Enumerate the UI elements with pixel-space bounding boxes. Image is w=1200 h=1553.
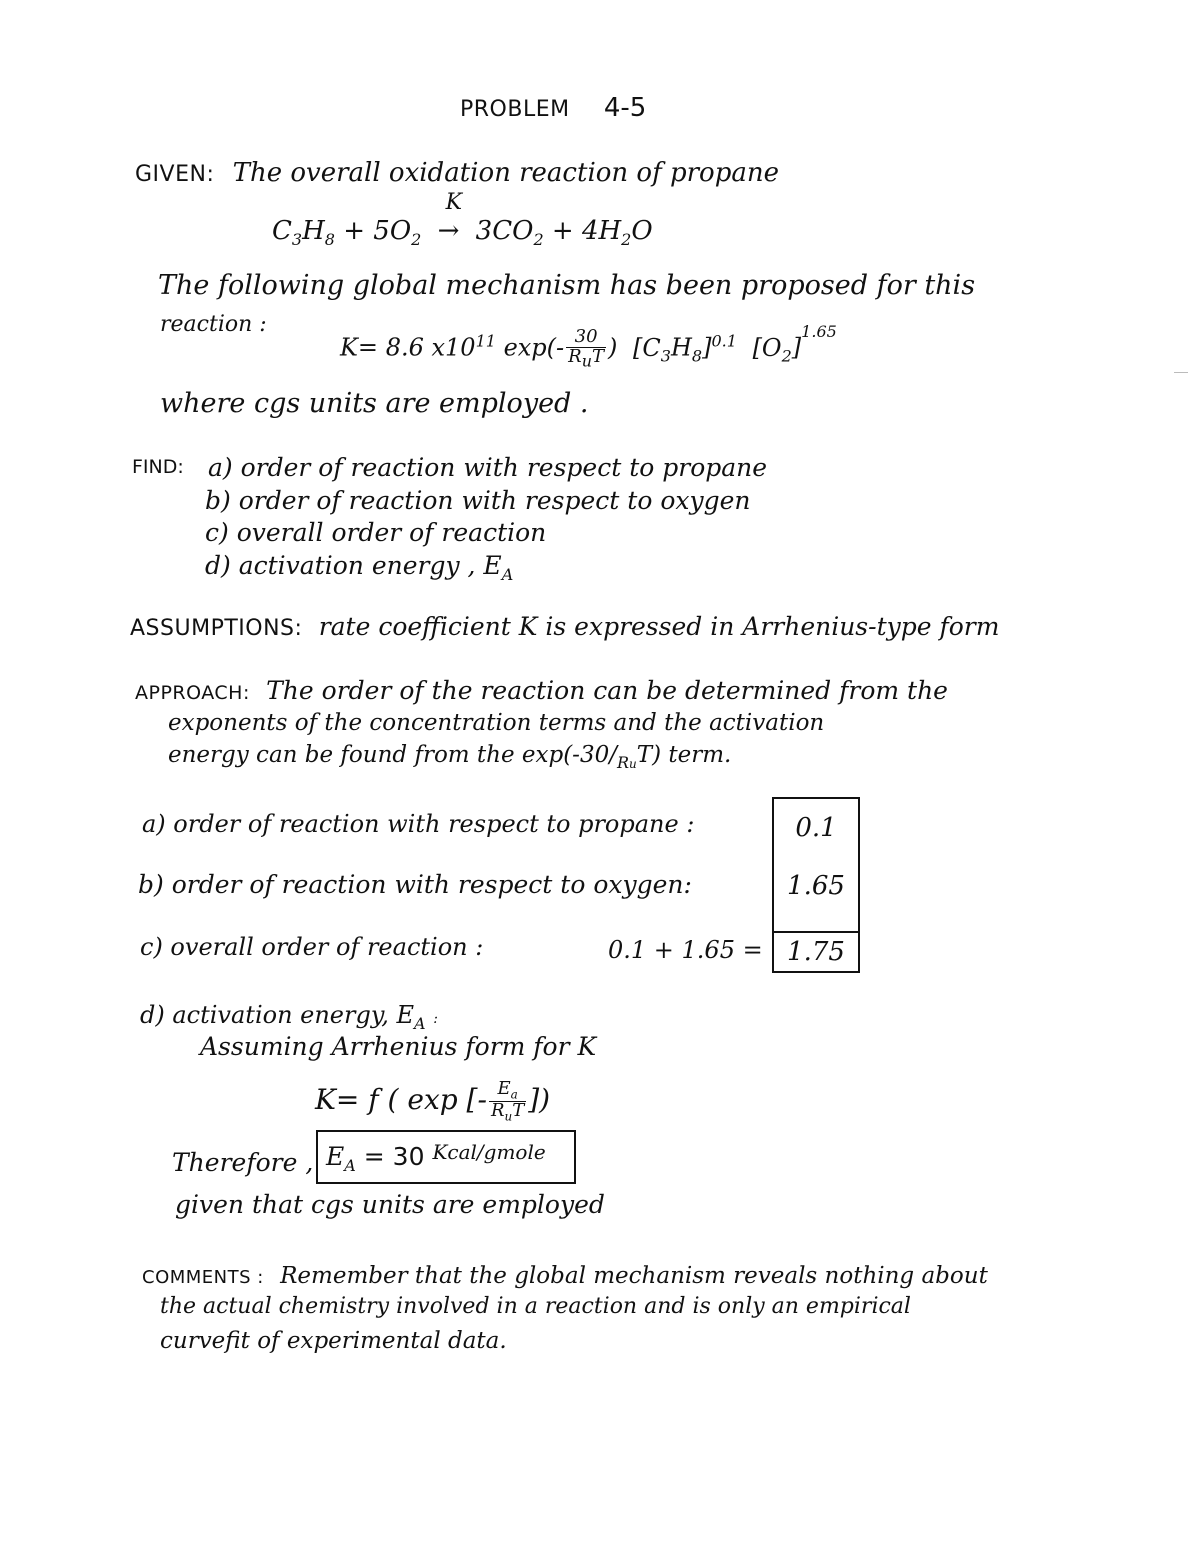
result-expression	[326, 1140, 546, 1175]
formula-den	[489, 1102, 526, 1123]
given-label: GIVEN:	[135, 162, 215, 187]
assumptions-line	[130, 614, 999, 640]
rate-frac-den-r: R	[568, 345, 582, 367]
rate-frac-den-u: u	[581, 351, 593, 371]
answer-c-value: 1.75	[787, 937, 845, 967]
eq-c-sub: 3	[291, 230, 303, 250]
approach-line-3	[168, 744, 731, 771]
assumptions-text: rate coefficient K is expressed in Arrhenius-type form	[318, 612, 1000, 641]
rate-frac-den	[566, 345, 606, 371]
find-item-d-text: d) activation energy , E	[205, 551, 502, 580]
eq-plus-2: +	[551, 216, 574, 246]
units-note: where cgs units are employed .	[160, 388, 589, 419]
result-box	[316, 1130, 576, 1184]
find-label: FIND:	[132, 456, 184, 478]
find-item-a: a) order of reaction with respect to propane	[208, 453, 768, 482]
comments-label: COMMENTS :	[142, 1267, 264, 1288]
rate-conc1-sub2: 8	[691, 346, 703, 366]
problem-label: PROBLEM	[460, 97, 570, 122]
rate-conc2-sub: 2	[781, 346, 792, 366]
eq-arrow: →	[437, 216, 460, 246]
answer-b-label: b) order of reaction with respect to oxygen:	[138, 870, 692, 899]
rate-conc1-pow: 0.1	[711, 331, 737, 351]
rate-fraction	[566, 328, 606, 370]
answer-c-sum: 0.1 + 1.65 =	[608, 936, 763, 964]
formula-fraction	[489, 1080, 526, 1123]
assumptions-label: ASSUMPTIONS:	[130, 616, 303, 641]
result-e: E	[326, 1142, 345, 1171]
eq-co2: 3CO	[475, 216, 534, 246]
eq-plus: +	[343, 216, 366, 246]
part-d-assume: Assuming Arrhenius form for K	[200, 1032, 597, 1061]
comments-text-1: Remember that the global mechanism reveals nothing about	[280, 1263, 988, 1289]
rate-frac-num: 30	[566, 328, 606, 348]
comments-line-2: the actual chemistry involved in a reaction and is only an empirical	[160, 1294, 911, 1319]
answer-c-label: c) overall order of reaction :	[140, 933, 484, 961]
rate-frac-den-t: T	[592, 345, 605, 367]
rate-conc1-close: ]	[702, 333, 712, 362]
margin-mark	[1174, 372, 1188, 373]
rate-conc1: [C	[633, 333, 661, 362]
find-item-d-sub: A	[501, 565, 514, 584]
therefore-label: Therefore ,	[172, 1148, 314, 1177]
approach-text-3a: energy can be found from the exp(-30/	[168, 742, 617, 768]
eq-h-sub: 8	[324, 230, 335, 250]
result-e-sub: A	[344, 1156, 356, 1175]
rate-lhs: K=	[340, 333, 379, 362]
approach-text-1: The order of the reaction can be determined from the	[266, 676, 948, 705]
find-item-d	[205, 553, 513, 583]
rate-prefactor-exp: 11	[475, 331, 496, 351]
rate-exp-close: )	[608, 333, 618, 362]
eq-h: H	[302, 216, 325, 246]
rate-conc2: [O	[752, 333, 782, 362]
formula-close: ])	[528, 1083, 551, 1117]
approach-r: R	[616, 752, 630, 772]
formula-num-e: E	[497, 1078, 511, 1099]
eq-h2o: 4H	[581, 216, 622, 246]
page-title	[460, 95, 646, 121]
rate-conc1-sub1: 3	[660, 346, 671, 366]
approach-text-3b: T) term.	[636, 742, 732, 768]
mechanism-line-1: The following global mechanism has been proposed for this	[158, 270, 976, 301]
rate-prefactor: 8.6 x10	[385, 333, 476, 362]
given-text: The overall oxidation reaction of propane	[232, 158, 779, 188]
rate-exp-open: exp(-	[503, 333, 565, 362]
formula-lhs: K= f ( exp [-	[315, 1083, 487, 1117]
part-d-heading-colon: :	[433, 1011, 438, 1027]
find-item-c: c) overall order of reaction	[205, 518, 547, 547]
rate-expression	[340, 321, 837, 371]
rate-conc1-h: H	[670, 333, 692, 362]
problem-number: 4-5	[603, 93, 647, 123]
rate-conc2-close: ]	[791, 333, 802, 362]
comments-line-1	[142, 1262, 988, 1288]
part-d-heading-sub: A	[414, 1013, 426, 1033]
eq-o2-sub: 2	[411, 230, 422, 250]
formula-den-u: u	[504, 1109, 513, 1124]
eq-arrow-label: K	[445, 190, 463, 215]
formula-num-a: a	[510, 1087, 518, 1102]
formula-den-r: R	[490, 1100, 505, 1122]
given-cgs: given that cgs units are employed	[175, 1190, 605, 1219]
answer-a-value: 0.1	[795, 813, 837, 843]
approach-line-1	[135, 678, 948, 704]
eq-arrow-group	[437, 190, 463, 246]
approach-label: APPROACH:	[135, 682, 250, 704]
answer-a-label: a) order of reaction with respect to propane :	[142, 810, 695, 838]
find-item-b: b) order of reaction with respect to oxygen	[205, 486, 751, 515]
approach-u: u	[629, 756, 637, 771]
formula-num	[489, 1080, 526, 1102]
eq-co2-sub: 2	[533, 230, 544, 250]
answers-box	[772, 797, 860, 973]
rate-conc2-pow: 1.65	[801, 321, 837, 341]
eq-c: C	[272, 216, 292, 246]
approach-line-2: exponents of the concentration terms and the activation	[168, 710, 825, 736]
answers-divider	[774, 931, 858, 933]
mechanism-line-2: reaction :	[160, 312, 267, 337]
reaction-equation	[272, 190, 653, 250]
eq-o2: 5O	[373, 216, 412, 246]
arrhenius-formula	[315, 1080, 550, 1123]
result-units: Kcal/gmole	[432, 1140, 546, 1164]
formula-den-t: T	[512, 1100, 525, 1122]
eq-h2o-sub: 2	[621, 230, 632, 250]
comments-line-3: curvefit of experimental data.	[160, 1328, 507, 1354]
part-d-heading	[140, 1003, 438, 1032]
given-line	[135, 160, 779, 186]
answer-b-value: 1.65	[787, 871, 845, 901]
result-value: = 30	[363, 1142, 425, 1171]
eq-h2o-end: O	[631, 216, 653, 246]
part-d-heading-text: d) activation energy, E	[140, 1001, 414, 1029]
approach-ru	[617, 753, 637, 772]
